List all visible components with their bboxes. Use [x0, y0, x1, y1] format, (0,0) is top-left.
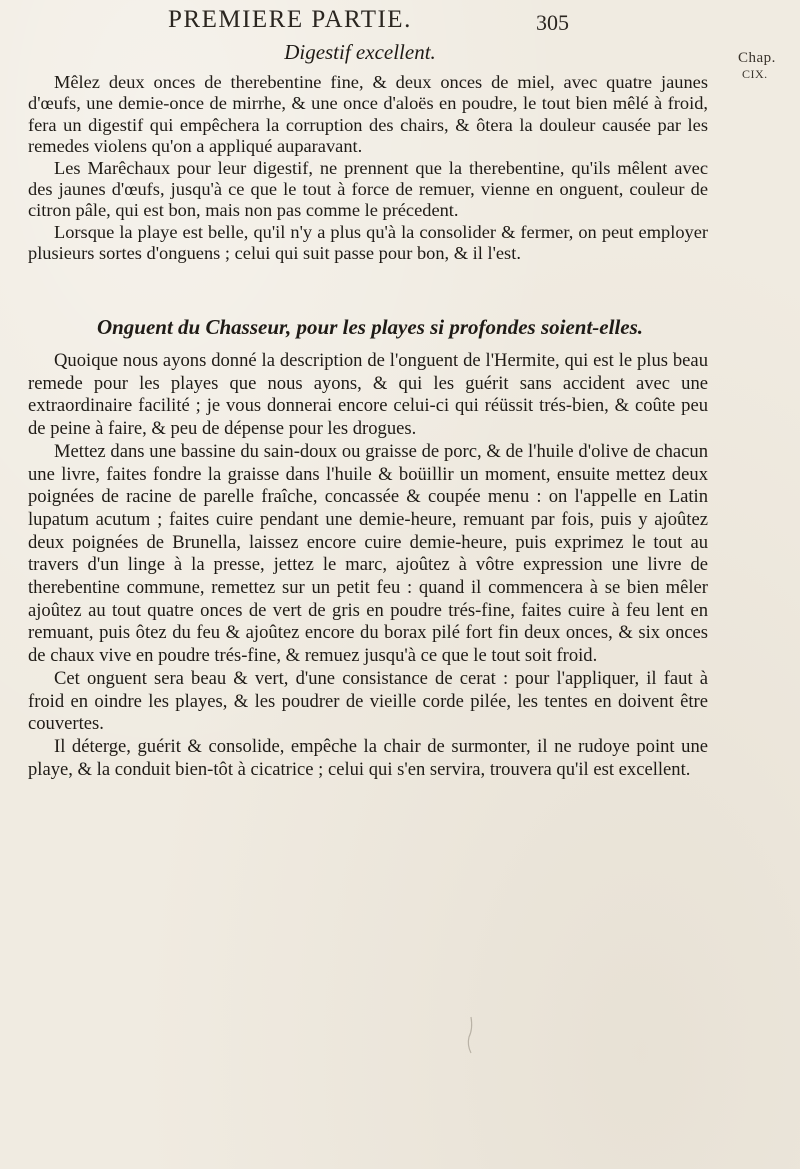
chapter-margin-note	[738, 50, 798, 82]
running-title: PREMIERE PARTIE.	[168, 6, 412, 33]
margin-note-chapter-label: Chap.	[738, 50, 776, 66]
paragraph: Cet onguent sera beau & vert, d'une consistance de cerat : pour l'appliquer, il faut à froid en oindre les playes, & les poudrer de vieille corde pilée, les tentes en doivent être couvertes.	[28, 667, 708, 735]
paragraph: Mêlez deux onces de therebentine fine, & deux onces de miel, avec quatre jaunes d'œufs, une demie-once de mirrhe, & une once d'aloës en poudre, le tout bien mêlé à froid, fera un digestif qui empêchera la corruption des chairs, & ôtera la douleur causée par les remedes violens qu'on a appliqué auparavant.	[28, 72, 708, 157]
paragraph: Lorsque la playe est belle, qu'il n'y a plus qu'à la consolider & fermer, on peut employer plusieurs sortes d'onguens ; celui qui suit passe pour bon, & il l'est.	[28, 221, 708, 264]
paragraph: Quoique nous ayons donné la description de l'onguent de l'Hermite, qui est le plus beau remede pour les playes que nous ayons, & qui les guérit sans accident avec une extraordinaire facilité ; je vous donnerai encore celui-ci qui réüssit trés-bien, & coûte peu de peine à faire, & peu de dépense pour les drogues.	[28, 350, 708, 440]
ink-blemish	[455, 1015, 485, 1055]
section-heading-onguent-du-chasseur: Onguent du Chasseur, pour les playes si profondes soient-elles.	[96, 315, 644, 339]
section-heading-digestif: Digestif excellent.	[284, 40, 436, 64]
paragraph: Il déterge, guérit & consolide, empêche la chair de surmonter, il ne rudoye point une playe, & la conduit bien-tôt à cicatrice ; celui qui s'en servira, trouvera qu'il est excellent.	[28, 735, 708, 780]
paragraph: Les Marêchaux pour leur digestif, ne prennent que la therebentine, qu'ils mêlent avec des jaunes d'œufs, jusqu'à ce que le tout à force de remuer, vienne en onguent, couleur de citron pâle, qui est bon, mais non pas comme le précedent.	[28, 157, 708, 221]
margin-note-chapter-number: CIX.	[742, 67, 768, 81]
paragraph: Mettez dans une bassine du sain-doux ou graisse de porc, & de l'huile d'olive de chacun une livre, faites fondre la graisse dans l'huile & boüillir un moment, ensuite mettez deux poignées de racine de parelle fraîche, concassée & coupée menu : on l'appelle en Latin lupatum acutum ; faites cuire pendant une demie-heure, remuant par fois, puis y ajoûtez deux poignées de Brunella, laissez encore cuire demie-heure, puis exprimez le tout au travers d'un linge à la presse, jettez le marc, ajoûtez à vôtre expression une livre de therebentine commune, remettez sur un petit feu : quand il commencera à se bien mêler ajoûtez au tout quatre onces de vert de gris en poudre trés-fine, faites cuire à feu lent en remuant, puis ôtez du feu & ajoûtez encore du borax pilé fort fin deux onces, & six onces de chaux vive en poudre trés-fine, & remuez jusqu'à ce que le tout soit froid.	[28, 440, 708, 667]
section-body-onguent	[28, 350, 708, 781]
page-number: 305	[536, 10, 569, 35]
section-body-digestif	[28, 72, 708, 265]
